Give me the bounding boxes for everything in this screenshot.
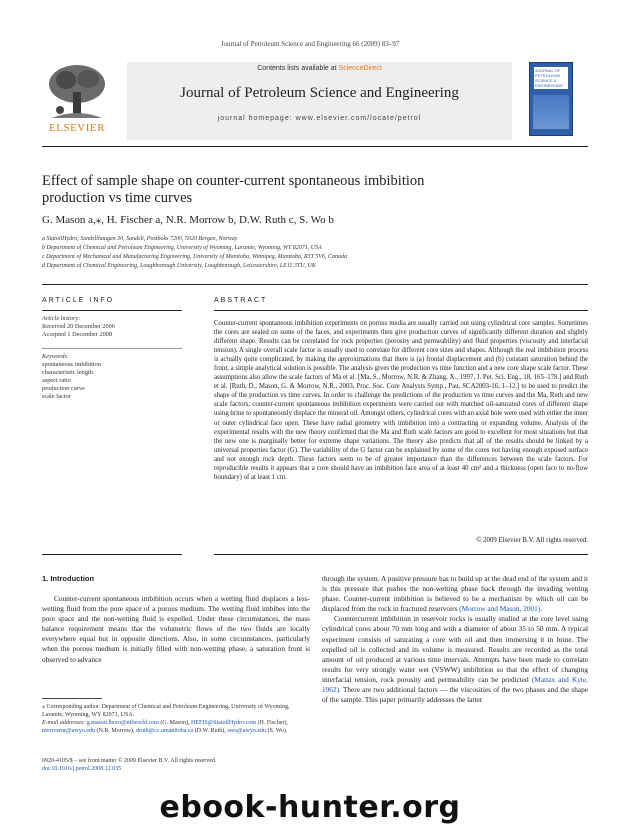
keyword: aspect ratio — [42, 377, 71, 384]
keyword: spontaneous imbibition — [42, 361, 101, 368]
contents-prefix: Contents lists available at — [257, 65, 339, 72]
running-head: Journal of Petroleum Science and Engineering 66 (2009) 83–97 — [220, 40, 400, 48]
emails-label: E-mail addresses: — [42, 720, 86, 726]
intro-right-text: There are two additional factors — the viscosities of the two phases and the shape of the sample. This paper primarily addresses the latter — [322, 685, 588, 705]
journal-homepage[interactable]: journal homepage: www.elsevier.com/locate/petrol — [217, 115, 422, 122]
email-owner: (S. Wo). — [266, 728, 288, 734]
corresponding-author-note: ⁎ Corresponding author. Department of Chemical and Petroleum Engineering, University of Wyoming, Laramie, Wyoming, WY 82071, USA. — [42, 704, 290, 718]
email-link[interactable]: swo@uwyo.edu — [227, 728, 267, 734]
divider — [42, 554, 182, 555]
email-owner: (N.R. Morrow), — [95, 728, 135, 734]
footnote — [42, 703, 310, 735]
history-label: Article history: — [42, 315, 81, 322]
intro-right-text: Countercurrent imbibition in reservoir rocks is usually studied at the core level using cylindrical cores about 70 mm long and with a diameter of about 35 to 50 mm. A typical experiment consists of saturating a core with oil and then immersing it in brine. The expelled oil is collected and its volume is measured. Results are recorded as the total amount of oil produced at various time intervals. Attempts have been made to correlate results for very strongly water wet (VSWW) imbibition so that the effect of changing interfacial tension, rock porosity and permeability can be predicted — [322, 614, 588, 684]
affiliation-d: d Department of Chemical Engineering, Loughborough University, Loughborough, Leicestershire, LE11 3TU, UK — [42, 263, 316, 269]
article-title: Effect of sample shape on counter-current spontaneous imbibition production vs time curves — [42, 173, 425, 206]
copyright-line: © 2009 Elsevier B.V. All rights reserved. — [476, 537, 588, 544]
keyword: characteristic length — [42, 369, 93, 376]
divider — [42, 348, 182, 349]
journal-banner — [42, 62, 588, 140]
divider — [42, 284, 588, 285]
journal-title: Journal of Petroleum Science and Engineering — [180, 85, 459, 101]
footnote-rule — [42, 698, 102, 699]
abstract-heading: ABSTRACT — [214, 297, 268, 304]
issn-line: 0920-4105/$ – see front matter © 2009 Elsevier B.V. All rights reserved. — [42, 758, 217, 764]
cover-artwork — [533, 95, 569, 129]
keywords-block — [42, 353, 182, 401]
affiliation-c: c Department of Mechanical and Manufacturing Engineering, University of Manitoba, Winnipeg, Manitoba, R3T 5V6, Canada — [42, 254, 348, 260]
publisher-name: ELSEVIER — [49, 122, 105, 134]
email-link[interactable]: morrownr@uwyo.edu — [42, 728, 96, 734]
email-addresses — [42, 719, 310, 735]
article-info-heading: ARTICLE INFO — [42, 297, 115, 304]
sciencedirect-link[interactable]: ScienceDirect — [338, 65, 382, 72]
received-date: Received 20 December 2006 — [42, 323, 115, 330]
accepted-date: Accepted 1 December 2008 — [42, 331, 113, 338]
issn-block — [42, 757, 216, 773]
journal-header-box — [127, 62, 512, 140]
intro-paragraph-left: Counter-current spontaneous imbibition occurs when a wetting fluid displaces a less-wetting fluid from the pore space of a porous medium. The wetting fluid imbibes into the pore space and the non-wetting fluid is expelled. Under these circumstances, the mass balance requirement means that the volumetric flows of the two fluids are locally everywhere equal but in opposite directions. Also, in some circumstances, particularly when the porous medium is initially filled with non-wetting phase, a saturation front is observed to advance — [42, 594, 310, 664]
keyword: production curve — [42, 385, 85, 392]
divider — [42, 310, 182, 311]
intro-paragraph-right — [322, 574, 588, 705]
article-authors: G. Mason a,⁎, H. Fischer a, N.R. Morrow b, D.W. Ruth c, S. Wo b — [42, 214, 334, 226]
cover-title: JOURNAL OF PETROLEUM SCIENCE & ENGINEERING — [534, 67, 568, 89]
contents-line — [127, 65, 512, 72]
divider — [214, 554, 588, 555]
email-owner: (G. Mason), — [158, 720, 190, 726]
email-owner: (D.W. Ruth), — [193, 728, 228, 734]
divider — [214, 310, 588, 311]
journal-cover-image — [529, 62, 573, 136]
watermark: ebook-hunter.org — [159, 790, 461, 825]
affiliation-b: b Department of Chemical and Petroleum Engineering, University of Wyoming, Laramie, Wyoming, WY 82071, USA — [42, 245, 322, 251]
abstract-text: Counter-current spontaneous imbibition experiments on porous media are usually carried out using cylindrical core samples. Sometimes the cores are sealed on some of the faces, and experiments then give production curves of significantly different duration and slightly different shape. Results can be correlated for rock properties (porosity and permeability) and fluid properties (viscosity and interfacial tension). A single overall scale factor is usually used to correlate for different core sizes and shapes. Although the real imbibition process is actually quite complicated, by making the approximations that there is (a) frontal displacement and (b) constant saturation behind the front, a simple analytical solution is possible. The analysis gives the production vs time function and a new core shape scale factor. These assumptions also allow the scale factors of Ma et al. [Ma, S., Morrow, N.R. & Zhang, X., 1997, J. Pet. Sci. Eng., 18, 165–178.] and Ruth et al. [Ruth, D., Mason, G. & Morrow, N.R., 2003, Proc. Soc. Core Analysts Symp., Pau, SCA2003-16, 1–12.] to be used to predict the shape of the production vs time curves. In order to challenge the predictions of the production vs time curves and the Ma, Ruth and new scale factors, counter-current spontaneous imbibition experiments were carried out with matched oil-saturated cores of different shape using brine to spontaneously displace the mineral oil. Amongst others, cylindrical cores with an axial hole were used with either the inner or outer cylindrical face open. These have radial geometry with imbibition into a contracting or expanding volume. Analysis of the experimental results with the new theory confirmed that the Ma and Ruth scale factors are good to excellent for most situations but that the new one is marginally better for extreme shape variations. The theory also predicts that all of the results should be linked by a universal properties factor (G). The variability of the G factor can be explained by some of the cores not having enough exposed surface and not enough rock depth. These factors seem to be of greater importance than the differences between the scale factors. For reproducible results it appears that a core should have an imbibition face area of at least 40 cm² and a thickness (open face to no-flow boundary) of at least 1 cm. — [214, 320, 588, 481]
affiliation-a: a StatoilHydro, Sandslihaugen 30, Sandsli, Postboks 7200, 5020 Bergen, Norway — [42, 236, 238, 242]
email-link[interactable]: HEFIS@StatoilHydro.com — [190, 720, 257, 726]
email-link[interactable]: druth@cc.umanitoba.ca — [136, 728, 194, 734]
intro-right-text: through the system. A positive pressure has to build up at the dead end of the system and it is this pressure that pushes the non-wetting phase back through the invading wetting phase. Counter-current imbibition is believed to be a mechanism by which oil can be displaced from the rock in fractured reservoirs — [322, 574, 588, 614]
elsevier-logo — [42, 62, 112, 140]
keyword: scale factor — [42, 393, 71, 400]
email-owner: (H. Fischer), — [256, 720, 289, 726]
citation-link[interactable]: (Mattax and Kyte, 1962). — [322, 674, 588, 695]
doi-link[interactable]: doi:10.1016/j.petrol.2008.12.035 — [42, 766, 122, 772]
intro-right-paragraph-2 — [322, 614, 588, 705]
email-link[interactable]: g.mason.lboro@ntlworld.com — [86, 720, 159, 726]
citation-link[interactable]: (Morrow and Mason, 2001). — [459, 604, 543, 614]
elsevier-tree-icon — [42, 62, 112, 122]
section-heading-introduction: 1. Introduction — [42, 574, 95, 583]
divider — [42, 146, 588, 147]
keywords-label: Keywords: — [42, 353, 70, 360]
article-history — [42, 315, 182, 339]
